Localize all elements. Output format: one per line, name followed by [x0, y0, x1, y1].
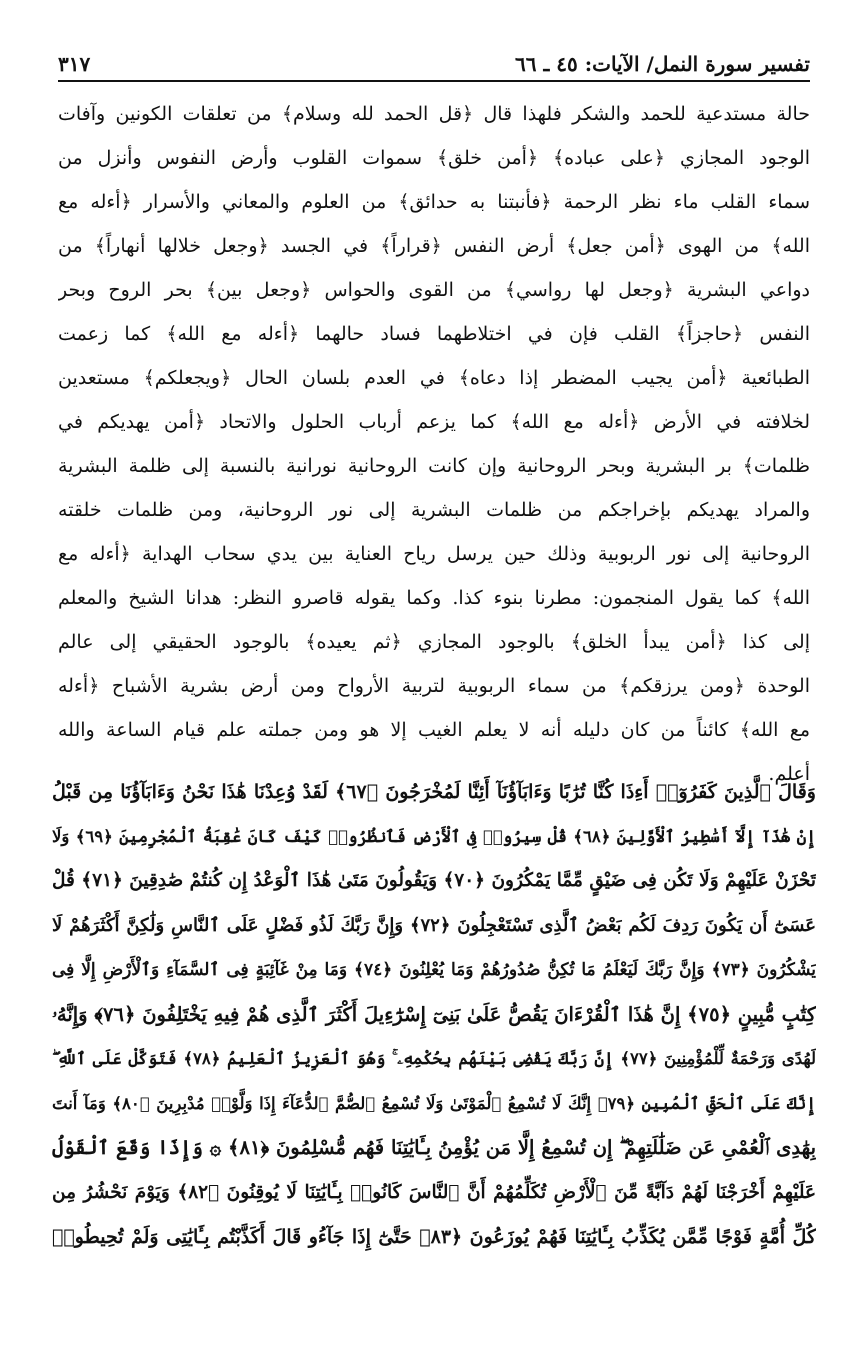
commentary-line: حالة مستدعية للحمد والشكر فلهذا قال ﴿قل الحمد لله وسلام﴾ من تعلقات الكونين وآفات	[58, 103, 810, 125]
quran-line: إِنْ هَٰذَآ إِلَّآ أَسَٰطِيرُ ٱلْأَوَّلِينَ ﴿٦٨﴾ قُلْ سِيرُوا۟ فِى ٱلْأَرْضِ فَٱنظُرُوا۟ كَيْفَ كَانَ عَٰقِبَةُ ٱلْمُجْرِمِينَ ﴿٦٩﴾ وَلَا	[52, 826, 816, 846]
header-title: تفسير سورة النمل/ الآيات: ٤٥ ـ ٦٦	[515, 52, 810, 76]
quran-line: وَقَالَ ٱلَّذِينَ كَفَرُوٓا۟ أَءِذَا كُنَّا تُرَٰبًا وَءَابَآؤُنَآ أَئِنَّا لَمُخْرَجُونَ ﴿٦٧﴾ لَقَدْ وُعِدْنَا هَٰذَا نَحْنُ وَءَابَآؤُنَا مِن قَبْلُ	[52, 781, 816, 803]
running-header	[58, 40, 810, 76]
commentary-line: ظلمات﴾ بر البشرية وبحر الروحانية وإن كانت الروحانية نورانية بالنسبة إلى ظلمة البشرية	[58, 455, 810, 477]
commentary-line: الطبائعية ﴿أمن يجيب المضطر إذا دعاه﴾ في العدم بلسان الحال ﴿ويجعلكم﴾ مستعدين	[58, 367, 810, 389]
commentary-line: النفس ﴿حاجزاً﴾ القلب فإن في اختلاطهما فساد حالهما ﴿أءله مع الله﴾ كما زعمت	[58, 323, 810, 345]
quran-line: عَلَيْهِمْ أَخْرَجْنَا لَهُمْ دَآبَّةً مِّنَ ٱلْأَرْضِ تُكَلِّمُهُمْ أَنَّ ٱلنَّاسَ كَانُوا۟ بِـَٔايَٰتِنَا لَا يُوقِنُونَ ﴿٨٢﴾ وَيَوْمَ نَحْشُرُ مِن	[52, 1181, 816, 1203]
commentary-line: والمراد يهديكم بإخراجكم من ظلمات البشرية إلى نور الروحانية، ومن ظلمات خلقته	[58, 499, 810, 521]
page-number: ٣١٧	[58, 52, 91, 76]
quran-line: لَهُدًى وَرَحْمَةٌ لِّلْمُؤْمِنِينَ ﴿٧٧﴾ إِنَّ رَبَّكَ يَقْضِى بَيْنَهُم بِحُكْمِهِۦ ۚ وَهُوَ ٱلْعَزِيزُ ٱلْعَلِيمُ ﴿٧٨﴾ فَتَوَكَّلْ عَلَى ٱللَّهِ ۖ	[52, 1049, 816, 1068]
commentary-line: الوحدة ﴿ومن يرزقكم﴾ من سماء الربوبية لتربية الأرواح ومن أرض بشرية الأشباح ﴿أءله	[58, 675, 810, 697]
commentary-line: الله﴾ كما يقول المنجمون: مطرنا بنوء كذا. وكما يقوله قاصرو النظر: هدانا الشيخ والمعلم	[58, 587, 810, 609]
commentary-line: لخلافته في الأرض ﴿أءله مع الله﴾ كما يزعم أرباب الحلول والاتحاد ﴿أمن يهديكم في	[58, 411, 810, 433]
commentary-line: الله﴾ من الهوى ﴿أمن جعل﴾ أرض النفس ﴿قراراً﴾ في الجسد ﴿وجعل خلالها أنهاراً﴾ من	[58, 235, 810, 257]
quran-line: عَسَىٰٓ أَن يَكُونَ رَدِفَ لَكُم بَعْضُ ٱلَّذِى تَسْتَعْجِلُونَ ﴿٧٢﴾ وَإِنَّ رَبَّكَ لَذُو فَضْلٍ عَلَى ٱلنَّاسِ وَلَٰكِنَّ أَكْثَرَهُمْ لَا	[52, 914, 816, 936]
commentary-text	[58, 92, 810, 796]
quran-verses	[52, 770, 816, 1260]
commentary-line: دواعي البشرية ﴿وجعل لها رواسي﴾ من القوى والحواس ﴿وجعل بين﴾ بحر الروح وبحر	[58, 279, 810, 301]
header-rule	[58, 80, 810, 82]
commentary-line: إلى كذا ﴿أمن يبدأ الخلق﴾ بالوجود المجازي ﴿ثم يعيده﴾ بالوجود الحقيقي إلى عالم	[58, 631, 810, 653]
commentary-line: الروحانية إلى نور الربوبية وذلك حين يرسل رياح العناية بين يدي سحاب الهداية ﴿أءله مع	[58, 543, 810, 565]
quran-line: إِنَّكَ عَلَى ٱلْحَقِّ ٱلْمُبِينِ ﴿٧٩﴾ إِنَّكَ لَا تُسْمِعُ ٱلْمَوْتَىٰ وَلَا تُسْمِعُ ٱلصُّمَّ ٱلدُّعَآءَ إِذَا وَلَّوْا۟ مُدْبِرِينَ ﴿٨٠﴾ وَمَآ أَنتَ	[52, 1093, 816, 1113]
quran-line: تَحْزَنْ عَلَيْهِمْ وَلَا تَكُن فِى ضَيْقٍ مِّمَّا يَمْكُرُونَ ﴿٧٠﴾ وَيَقُولُونَ مَتَىٰ هَٰذَا ٱلْوَعْدُ إِن كُنتُمْ صَٰدِقِينَ ﴿٧١﴾ قُلْ	[52, 870, 816, 891]
commentary-line: أعلم.	[768, 763, 810, 785]
commentary-line: مع الله﴾ كائناً من كان دليله أنه لا يعلم الغيب إلا هو ومن جملته علم قيام الساعة والله	[58, 719, 810, 741]
commentary-line: الوجود المجازي ﴿على عباده﴾ ﴿أمن خلق﴾ سموات القلوب وأرض النفوس وأنزل من	[58, 147, 810, 169]
quran-line: بِهَٰدِى ٱلْعُمْىِ عَن ضَلَٰلَتِهِمْ ۖ إِن تُسْمِعُ إِلَّا مَن يُؤْمِنُ بِـَٔايَٰتِنَا فَهُم مُّسْلِمُونَ ﴿٨١﴾ ۞ وَإِذَا وَقَعَ ٱلْقَوْلُ	[52, 1136, 816, 1159]
quran-line: كِتَٰبٍ مُّبِينٍ ﴿٧٥﴾ إِنَّ هَٰذَا ٱلْقُرْءَانَ يَقُصُّ عَلَىٰ بَنِىٓ إِسْرَٰٓءِيلَ أَكْثَرَ ٱلَّذِى هُمْ فِيهِ يَخْتَلِفُونَ ﴿٧٦﴾ وَإِنَّهُۥ	[52, 1002, 816, 1026]
quran-line: يَشْكُرُونَ ﴿٧٣﴾ وَإِنَّ رَبَّكَ لَيَعْلَمُ مَا تُكِنُّ صُدُورُهُمْ وَمَا يُعْلِنُونَ ﴿٧٤﴾ وَمَا مِنْ غَآئِبَةٍ فِى ٱلسَّمَآءِ وَٱلْأَرْضِ إِلَّا فِى	[52, 960, 816, 980]
quran-line: كُلِّ أُمَّةٍ فَوْجًا مِّمَّن يُكَذِّبُ بِـَٔايَٰتِنَا فَهُمْ يُوزَعُونَ ﴿٨٣﴾ حَتَّىٰٓ إِذَا جَآءُو قَالَ أَكَذَّبْتُم بِـَٔايَٰتِى وَلَمْ تُحِيطُوا۟	[52, 1226, 816, 1248]
commentary-line: سماء القلب ماء نظر الرحمة ﴿فأنبتنا به حدائق﴾ من العلوم والمعاني والأسرار ﴿أءله مع	[58, 191, 810, 213]
